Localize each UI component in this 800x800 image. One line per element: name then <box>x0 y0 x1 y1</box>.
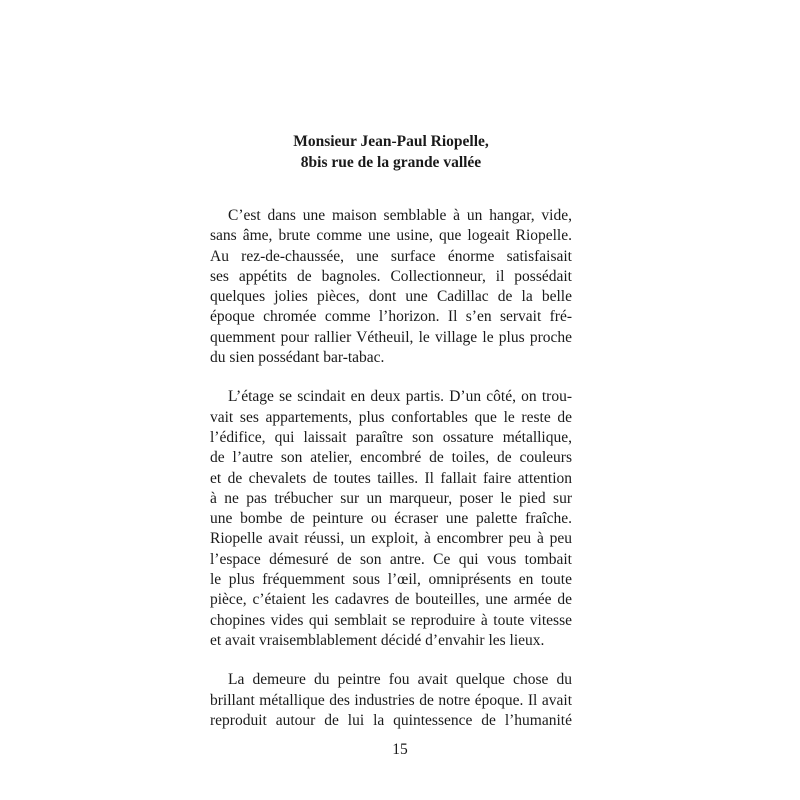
text-line: l’espace démesuré de son antre. Ce qui vous tombait <box>210 550 572 568</box>
body-text <box>210 206 572 731</box>
text-line: l’édifice, qui laissait paraître son ossature métallique, <box>210 428 572 446</box>
text-line: Riopelle avait réussi, un exploit, à encombrer peu à peu <box>210 530 572 548</box>
text-line: vait ses appartements, plus confortables que le reste de <box>210 408 572 426</box>
text-line: C’est dans une maison semblable à un hangar, vide, <box>228 207 572 224</box>
paragraph <box>210 670 572 731</box>
text-line: le plus fréquemment sous l’œil, omniprésents en toute <box>210 571 572 589</box>
text-line: et avait vraisemblablement décidé d’envahir les lieux. <box>210 631 545 649</box>
text-line: L’étage se scindait en deux partis. D’un côté, on trou- <box>228 388 572 406</box>
chapter-title-line-2: 8bis rue de la grande vallée <box>300 154 482 171</box>
text-line: La demeure du peintre fou avait quelque chose du <box>228 671 572 689</box>
text-line: ses appétits de bagnoles. Collectionneur, il possédait <box>210 267 572 285</box>
paragraph <box>210 206 572 368</box>
paragraph-spacer <box>210 368 572 387</box>
text-line: et de chevalets de toutes tailles. Il fallait faire attention <box>210 469 572 487</box>
text-line: de l’autre son atelier, encombré de toiles, de couleurs <box>210 449 572 467</box>
text-line: reproduit autour de lui la quintessence de l’humanité <box>210 711 572 729</box>
text-line: du sien possédant bar-tabac. <box>210 349 385 367</box>
text-line: brillant métallique des industries de notre époque. Il avait <box>210 691 572 709</box>
paragraph <box>210 387 572 651</box>
paragraph-spacer <box>210 651 572 670</box>
text-line: à ne pas trébucher sur un marqueur, poser le pied sur <box>210 489 572 507</box>
text-line: quemment pour rallier Vétheuil, le village le plus proche <box>210 328 572 346</box>
text-line: Au rez-de-chaussée, une surface énorme satisfaisait <box>210 247 572 265</box>
text-line: chopines vides qui semblait se reproduire à toute vitesse <box>210 611 572 629</box>
text-line: pièce, c’étaient les cadavres de bouteilles, une armée de <box>210 591 572 609</box>
page-number: 15 <box>392 741 408 758</box>
text-line: une bombe de peinture ou écraser une palette fraîche. <box>210 510 572 528</box>
text-line: sans âme, brute comme une usine, que logeait Riopelle. <box>210 227 572 245</box>
chapter-title-line-1: Monsieur Jean-Paul Riopelle, <box>293 133 489 150</box>
text-line: époque chromée comme l’horizon. Il s’en servait fré- <box>210 308 572 326</box>
text-line: quelques jolies pièces, dont une Cadillac de la belle <box>210 288 572 306</box>
chapter-title <box>210 131 572 173</box>
